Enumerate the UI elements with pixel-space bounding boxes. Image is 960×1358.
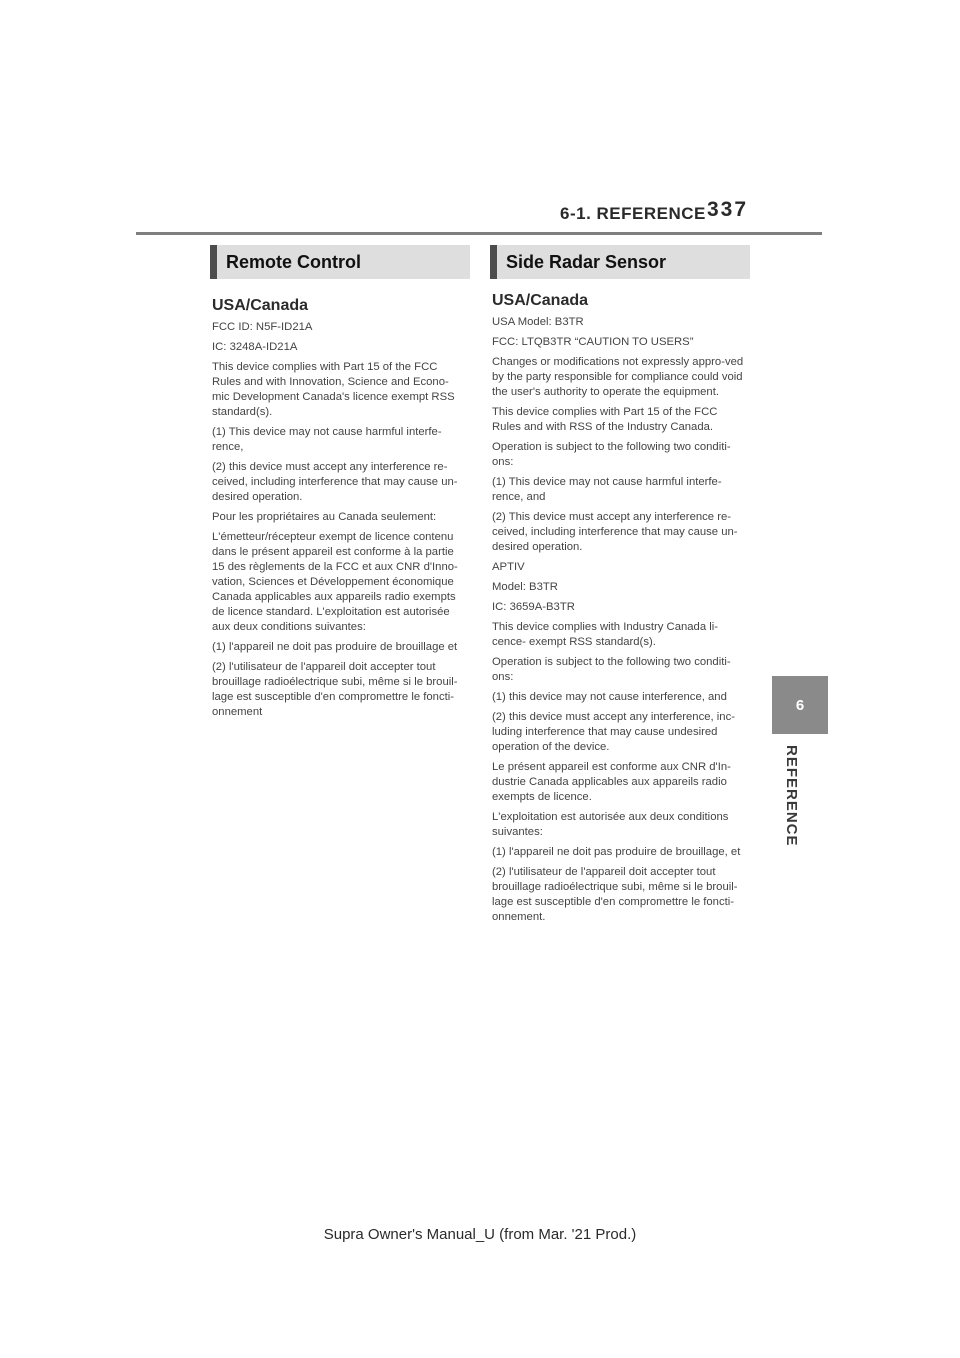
paragraph: (2) This device must accept any interference re-ceived, including interference that may cause un-desired operation. <box>492 511 738 553</box>
footer-manual-title: Supra Owner's Manual_U (from Mar. '21 Prod.) <box>323 1226 637 1243</box>
paragraph: L'émetteur/récepteur exempt de licence contenu dans le présent appareil est conforme à la partie 15 des règlements de la FCC et aux CNR d'Inno-vation, Sciences et Développement économique Canada applicables aux appareils radio exempts de licence standard. L'exploitation est autorisée aux deux conditions suivantes: <box>212 531 458 633</box>
paragraph: This device complies with Part 15 of the FCC Rules and with RSS of the Industry Canada. <box>492 406 718 433</box>
paragraph: This device complies with Industry Canada li-cence- exempt RSS standard(s). <box>492 621 719 648</box>
subheading-usa-canada: USA/Canada <box>492 292 589 309</box>
paragraph: (1) l'appareil ne doit pas produire de brouillage et <box>212 641 458 653</box>
paragraph: (2) this device must accept any interference, inc-luding interference that may cause undesired operation of the device. <box>492 711 735 753</box>
chapter-tab <box>772 676 828 734</box>
paragraph: Le présent appareil est conforme aux CNR d'In-dustrie Canada applicables aux appareils radio exempts de licence. <box>492 761 731 803</box>
paragraph: Model: B3TR <box>492 581 558 593</box>
paragraph: FCC: LTQB3TR “CAUTION TO USERS” <box>492 336 694 348</box>
section-banner-remote-control: Remote Control <box>210 245 470 279</box>
paragraph: USA Model: B3TR <box>492 316 584 328</box>
chapter-number: 6 <box>795 696 805 714</box>
paragraph: L'exploitation est autorisée aux deux conditions suivantes: <box>492 811 729 838</box>
side-radar-sensor-column <box>490 245 750 930</box>
paragraph: This device complies with Part 15 of the FCC Rules and with Innovation, Science and Econo-mic Development Canada's licence exempt RSS standard(s). <box>212 361 455 418</box>
header-divider <box>136 232 822 235</box>
section-banner-side-radar-sensor: Side Radar Sensor <box>490 245 750 279</box>
paragraph: (2) l'utilisateur de l'appareil doit accepter tout brouillage radioélectrique subi, même si le brouil-lage est susceptible d'en compromettre le foncti-onnement <box>212 661 458 718</box>
paragraph: Operation is subject to the following two conditi-ons: <box>492 656 731 683</box>
paragraph: (2) l'utilisateur de l'appareil doit accepter tout brouillage radioélectrique subi, même si le brouil-lage est susceptible d'en compromettre le foncti-onnement. <box>492 866 738 923</box>
paragraph: APTIV <box>492 561 525 573</box>
paragraph: (1) l'appareil ne doit pas produire de brouillage, et <box>492 846 741 858</box>
subheading-usa-canada: USA/Canada <box>212 297 309 314</box>
paragraph: Changes or modifications not expressly appro-ved by the party responsible for compliance could void the user's authority to operate the equipment. <box>492 356 744 398</box>
paragraph: Operation is subject to the following two conditi-ons: <box>492 441 731 468</box>
paragraph: FCC ID: N5F-ID21A <box>212 321 313 333</box>
paragraph: IC: 3248A-ID21A <box>212 341 298 353</box>
page-number: 337 <box>707 198 749 221</box>
paragraph: Pour les propriétaires au Canada seulement: <box>212 511 437 523</box>
paragraph: (1) this device may not cause interference, and <box>492 691 727 703</box>
paragraph: (1) This device may not cause harmful interfe-rence, <box>212 426 442 453</box>
remote-control-column <box>210 245 470 725</box>
section-title: 6-1. REFERENCE <box>560 204 706 223</box>
chapter-side-label: REFERENCE <box>783 745 800 847</box>
paragraph: (2) this device must accept any interference re-ceived, including interference that may cause un-desired operation. <box>212 461 458 503</box>
paragraph: IC: 3659A-B3TR <box>492 601 575 613</box>
paragraph: (1) This device may not cause harmful interfe-rence, and <box>492 476 722 503</box>
